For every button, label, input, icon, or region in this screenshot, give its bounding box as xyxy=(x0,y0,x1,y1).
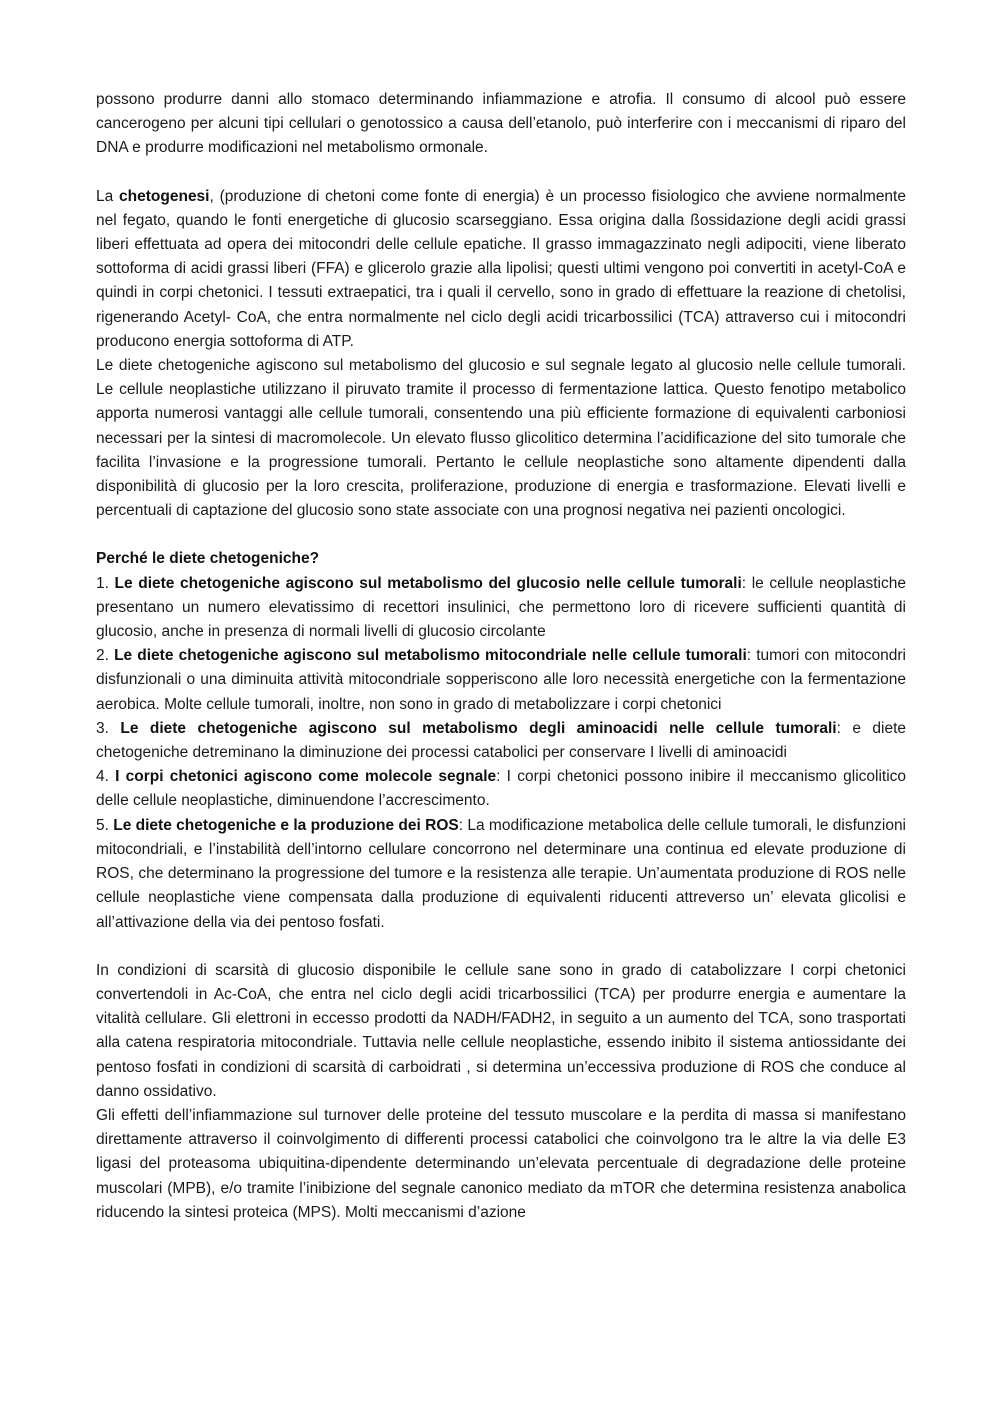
text-body: , (produzione di chetoni come fonte di energia) è un processo fisiologico che avviene normalmente nel fegato, quando le fonti energetiche di glucosio scarseggiano. Essa origina dalla ßossidazione degli acidi grassi liberi effettuata ad opera dei mitocondri delle cellule epatiche. Il grasso immagazzinato negli adipociti, viene liberato sottoforma di acidi grassi liberi (FFA) e glicerolo grazie alla lipolisi; questi ultimi vengono poi convertiti in acetyl-CoA e quindi in corpi chetonici. I tessuti extraepatici, tra i quali il cervello, sono in grado di effettuare la reazione di chetolisi, rigenerando Acetyl- CoA, che entra normalmente nel ciclo degli acidi tricarbossilici (TCA) attraverso cui i mitocondri producono energia sottoforma di ATP. xyxy=(96,187,906,350)
list-item-text: : I corpi chetonici possono inibire il meccanismo glicolitico delle cellule neoplastiche, diminuendone l’accrescimento. xyxy=(96,768,907,810)
paragraph-tumor-metabolism: Le diete chetogeniche agiscono sul metabolismo del glucosio e sul segnale legato al glucosio nelle cellule tumorali. Le cellule neoplastiche utilizzano il piruvato tramite il processo di fermentazione lattica. Questo fenotipo metabolico apporta numerosi vantaggi alle cellule tumorali, consentendo una più efficiente formazione di equivalenti carboniosi necessari per la sintesi di macromolecole. Un elevato flusso glicolitico determina l’acidificazione del sito tumorale che facilita l’invasione e la progressione tumorali. Pertanto le cellule neoplastiche sono altamente dipendenti dalla disponibilità di glucosio per la loro crescita, proliferazione, produzione di energia e trasformazione. Elevati livelli e percentuali di captazione del glucosio sono state associate con una prognosi negativa nei pazienti oncologici. xyxy=(96,357,906,520)
paragraph-inflammation: Gli effetti dell’infiammazione sul turnover delle proteine del tessuto muscolare e la perdita di massa si manifestano direttamente attraverso il coinvolgimento di differenti processi catabolici che coinvolgono tra le altre la via delle E3 ligasi del proteasoma ubiquitina-dipendente determinando un’elevata percentuale di degradazione delle proteine muscolari (MPB), e/o tramite l’inibizione del segnale canonico mediato da mTOR che determina resistenza anabolica riducendo la sintesi proteica (MPS). Molti meccanismi d’azione xyxy=(96,1106,906,1221)
list-item-2 xyxy=(96,644,906,717)
list-item-3 xyxy=(96,717,906,765)
paragraph-alcohol-effects: possono produrre danni allo stomaco determinando infiammazione e atrofia. Il consumo di alcool può essere cancerogeno per alcuni tipi cellulari o genotossico a causa dell’etanolo, può interferire con i meccanismi di riparo del DNA e produrre modificazioni nel metabolismo ormonale. xyxy=(96,91,906,157)
text-prefix: La xyxy=(96,187,120,205)
list-item-text: : tumori con mitocondri disfunzionali o una diminuita attività mitocondriale sopperiscono alle loro necessità energetiche con la fermentazione aerobica. Molte cellule tumorali, inoltre, non sono in grado di metabolizzare i corpi chetonici xyxy=(96,647,907,713)
list-item-4 xyxy=(96,765,906,813)
document-page xyxy=(96,88,906,1225)
list-number: 3. xyxy=(96,719,121,737)
term-chetogenesi: chetogenesi xyxy=(119,187,210,205)
list-item-title: Le diete chetogeniche e la produzione dei ROS xyxy=(113,816,459,834)
paragraph-chetogenesi xyxy=(96,185,906,354)
list-item-text: : e diete chetogeniche detreminano la diminuzione dei processi catabolici per conservare I livelli di aminoacidi xyxy=(96,719,907,762)
list-item-5 xyxy=(96,814,906,935)
list-number: 5. xyxy=(96,816,114,834)
list-item-text: : La modificazione metabolica delle cellule tumorali, le disfunzioni mitocondriali, e l’instabilità dell’intorno cellulare concorrono nel determinare una continua ed elevate produzione di ROS, che determinano la progressione del tumore e la resistenza alle terapie. Un’aumentata produzione di ROS nelle cellule neoplastiche viene compensata dalla produzione di equivalenti riducenti attreverso un’ elevata glicolisi e all’attivazione della via dei pentoso fosfati. xyxy=(96,816,907,931)
list-item-title: I corpi chetonici agiscono come molecole segnale xyxy=(115,768,497,786)
section-heading: Perché le diete chetogeniche? xyxy=(96,550,320,568)
list-number: 1. xyxy=(96,574,115,592)
list-item-title: Le diete chetogeniche agiscono sul metabolismo degli aminoacidi nelle cellule tumorali xyxy=(120,719,837,737)
paragraph-healthy-cells: In condizioni di scarsità di glucosio disponibile le cellule sane sono in grado di catabolizzare I corpi chetonici convertendoli in Ac-CoA, che entra nel ciclo degli acidi tricarbossilici (TCA) per produrre energia e aumentare la vitalità cellulare. Gli elettroni in eccesso prodotti da NADH/FADH2, in seguito a un aumento del TCA, sono trasportati alla catena respiratoria mitocondriale. Tuttavia nelle cellule neoplastiche, essendo inibito il sistema antiossidante dei pentoso fosfati in condizioni di scarsità di carboidrati , si determina un’eccessiva produzione di ROS che conduce al danno ossidativo. xyxy=(96,961,906,1100)
list-item-1 xyxy=(96,572,906,645)
list-number: 4. xyxy=(96,768,116,786)
list-item-title: Le diete chetogeniche agiscono sul metabolismo mitocondriale nelle cellule tumorali xyxy=(114,647,747,665)
list-item-text: : le cellule neoplastiche presentano un numero elevatissimo di recettori insulinici, che permettono loro di ricevere sufficienti quantità di glucosio, anche in presenza di normali livelli di glucosio circolante xyxy=(96,574,906,641)
list-item-title: Le diete chetogeniche agiscono sul metabolismo del glucosio nelle cellule tumorali xyxy=(114,574,742,592)
list-number: 2. xyxy=(96,647,115,665)
